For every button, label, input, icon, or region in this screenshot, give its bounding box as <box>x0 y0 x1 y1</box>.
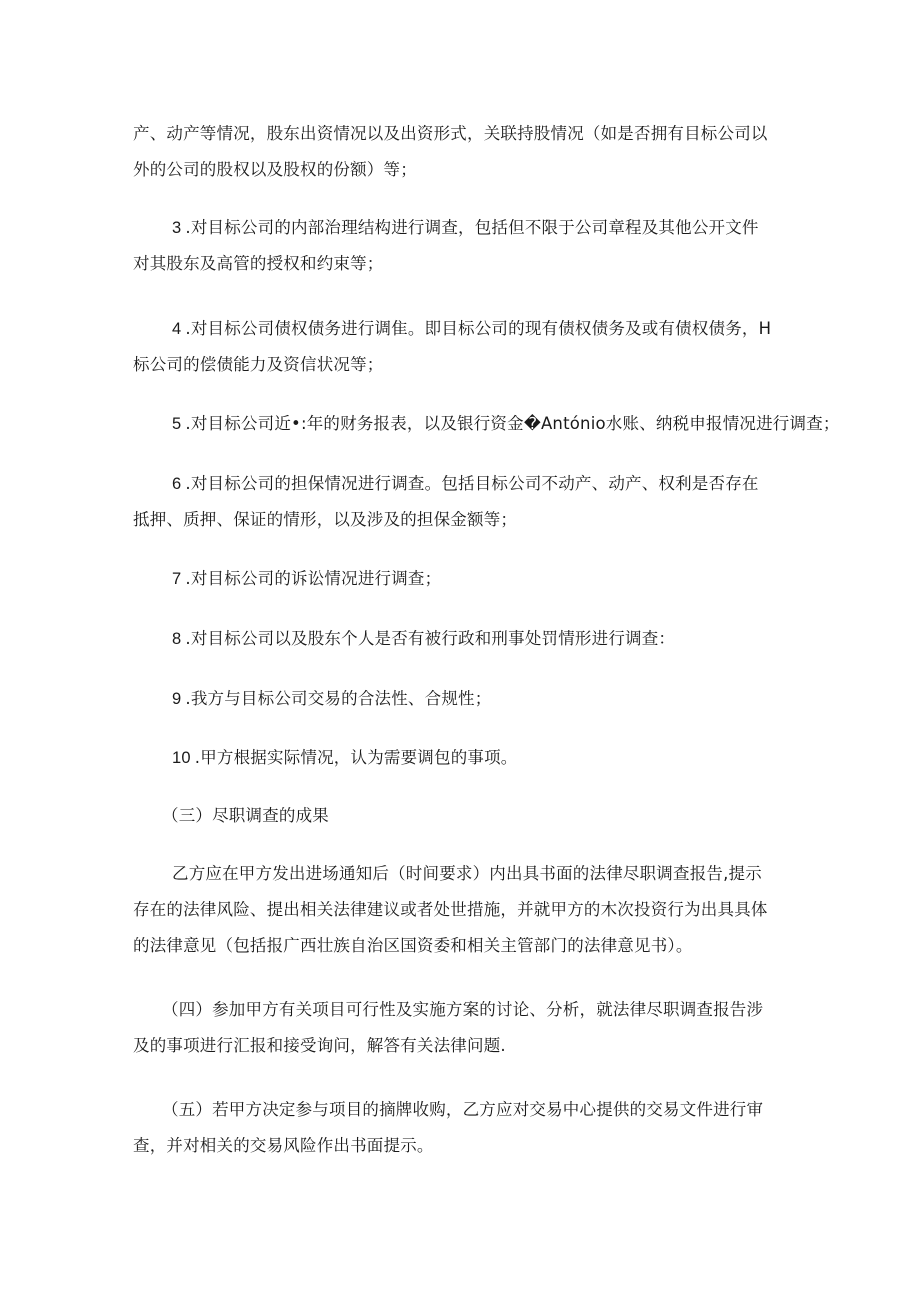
list-item-3 <box>172 216 759 240</box>
list-item-6 <box>172 472 759 496</box>
list-item-5 <box>172 412 840 436</box>
list-item-number: 8 <box>172 630 182 648</box>
list-item-number: 5 <box>172 415 182 433</box>
list-item-4 <box>172 317 771 341</box>
list-item-4-continuation: 标公司的偿债能力及资信状况等； <box>133 355 384 374</box>
paragraph-line: 存在的法律风险、提出相关法律建议或者处世措施，并就甲方的木次投资行为出具具体 <box>133 900 768 919</box>
list-item-number: 4 <box>172 320 182 338</box>
paragraph-line: 外的公司的股权以及股权的份额）等； <box>133 160 417 179</box>
list-item-number: 6 <box>172 475 182 493</box>
list-item-9 <box>172 687 491 711</box>
list-item-text: .甲方根据实际情况，认为需要调包的事项。 <box>194 748 518 767</box>
section-heading: （三）尽职调查的成果 <box>162 806 329 825</box>
list-item-text: .对目标公司债权债务进行调隹。即目标公司的现有债权债务及或有债权债务，H <box>185 319 772 338</box>
list-item-10 <box>172 746 518 770</box>
list-item-number: 7 <box>172 570 182 588</box>
section-5-continuation: 查，并对相关的交易风险作出书面提示。 <box>133 1136 434 1155</box>
list-item-text: .对目标公司的担保情况进行调查。包括目标公司不动产、动产、权利是否存在 <box>185 474 759 493</box>
list-item-text: .我方与目标公司交易的合法性、合规性； <box>185 689 492 708</box>
paragraph-line: 的法律意见（包括报广西壮族自治区国资委和相关主管部门的法律意见书）。 <box>133 936 693 955</box>
list-item-3-continuation: 对其股东及高管的授权和约束等； <box>133 254 384 273</box>
list-item-text: .对目标公司的内部治理结构进行调查，包括但不限于公司章程及其他公开文件 <box>185 218 759 237</box>
list-item-number: 3 <box>172 219 182 237</box>
list-item-7 <box>172 567 441 591</box>
list-item-8 <box>172 627 675 651</box>
section-4-continuation: 及的事项进行汇报和接受询问，解答有关法律问题. <box>133 1036 506 1055</box>
list-item-text: .对目标公司近•:年的财务报表，以及银行资金�António水账、纳税申报情况进行调查； <box>185 414 840 433</box>
section-5-line: （五）若甲方决定参与项目的摘牌收购，乙方应对交易中心提供的交易文件进行审 <box>162 1100 764 1119</box>
list-item-6-continuation: 抵押、质押、保证的情形，以及涉及的担保金额等； <box>133 510 518 529</box>
list-item-number: 10 <box>172 749 191 767</box>
paragraph-line: 乙方应在甲方发出进场通知后（时间要求）内出具书面的法律尽职调查报告,提示 <box>172 864 762 883</box>
list-item-text: .对目标公司的诉讼情况进行调查； <box>185 569 442 588</box>
list-item-text: .对目标公司以及股东个人是否有被行政和刑事处罚情形进行调查： <box>185 629 676 648</box>
section-4-line: （四）参加甲方有关项目可行性及实施方案的讨论、分析，就法律尽职调查报告涉 <box>162 1000 764 1019</box>
list-item-number: 9 <box>172 690 182 708</box>
paragraph-line: 产、动产等情况，股东出资情况以及出资形式，关联持股情况（如是否拥有目标公司以 <box>133 124 768 143</box>
